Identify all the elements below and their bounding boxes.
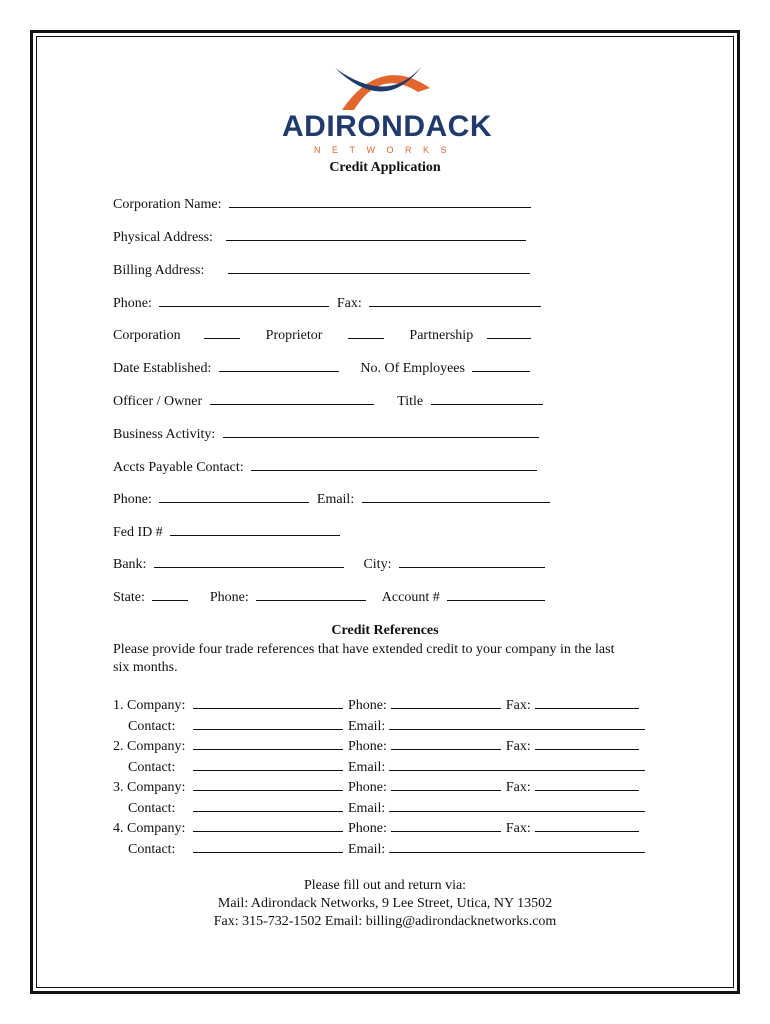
reference-phone-field[interactable]	[391, 737, 501, 750]
references-intro-line2: six months.	[113, 660, 178, 675]
phone3-field[interactable]	[256, 588, 366, 601]
partnership-label: Partnership	[409, 328, 474, 343]
officer-title-row	[113, 392, 543, 411]
reference-contact-label: Contact:	[128, 800, 176, 816]
reference-company-row	[113, 737, 639, 756]
reference-company-field[interactable]	[193, 819, 343, 832]
adirondack-logo-icon	[280, 58, 490, 158]
footer-line1: Please fill out and return via:	[303, 878, 467, 893]
reference-contact-row	[128, 799, 645, 818]
officer-owner-field[interactable]	[210, 392, 374, 405]
date-employees-row	[113, 359, 530, 378]
business-activity-row	[113, 425, 539, 444]
footer-line2: Mail: Adirondack Networks, 9 Lee Street, Utica, NY 13502	[217, 896, 553, 911]
reference-email-field[interactable]	[389, 758, 645, 771]
logo-tagline: NETWORKS	[313, 145, 458, 155]
corporation-name-label: Corporation Name:	[113, 197, 222, 212]
no-employees-label: No. Of Employees	[360, 361, 465, 376]
reference-company-field[interactable]	[193, 778, 343, 791]
email-label: Email:	[316, 492, 355, 507]
reference-contact-field[interactable]	[193, 799, 343, 812]
reference-fax-label: Fax:	[505, 739, 531, 754]
references-intro-line1: Please provide four trade references that have extended credit to your company in the last	[113, 642, 615, 657]
footer-line3: Fax: 315-732-1502 Email: billing@adirondacknetworks.com	[213, 914, 557, 929]
reference-fax-field[interactable]	[535, 778, 639, 791]
bank-field[interactable]	[154, 555, 344, 568]
reference-fax-field[interactable]	[535, 737, 639, 750]
title-label: Title	[397, 394, 424, 409]
billing-address-row	[113, 261, 530, 280]
business-activity-label: Business Activity:	[113, 427, 216, 442]
account-field[interactable]	[447, 588, 545, 601]
phone-email-row	[113, 490, 550, 509]
title-field[interactable]	[431, 392, 543, 405]
reference-company-label: 3. Company:	[113, 780, 186, 795]
reference-phone-field[interactable]	[391, 778, 501, 791]
corporation-name-field[interactable]	[229, 195, 531, 208]
reference-email-field[interactable]	[389, 840, 645, 853]
fax-field[interactable]	[369, 294, 541, 307]
reference-fax-label: Fax:	[505, 698, 531, 713]
corporation-name-row	[113, 195, 531, 214]
reference-fax-label: Fax:	[505, 821, 531, 836]
bank-label: Bank:	[113, 557, 147, 572]
date-established-label: Date Established:	[113, 361, 212, 376]
state-field[interactable]	[152, 588, 188, 601]
corporation-label: Corporation	[113, 328, 181, 343]
reference-contact-field[interactable]	[193, 717, 343, 730]
city-label: City:	[363, 557, 392, 572]
page-title: Credit Application	[329, 160, 441, 175]
reference-contact-row	[128, 758, 645, 777]
reference-phone-field[interactable]	[391, 696, 501, 709]
phone2-field[interactable]	[159, 490, 309, 503]
corporation-field[interactable]	[204, 326, 240, 339]
reference-contact-field[interactable]	[193, 758, 343, 771]
phone-label: Phone:	[113, 296, 152, 311]
reference-contact-label: Contact:	[128, 841, 176, 857]
reference-fax-field[interactable]	[535, 819, 639, 832]
reference-fax-label: Fax:	[505, 780, 531, 795]
reference-email-label: Email:	[348, 841, 386, 857]
bank-city-row	[113, 555, 545, 574]
officer-owner-label: Officer / Owner	[113, 394, 203, 409]
city-field[interactable]	[399, 555, 545, 568]
reference-email-label: Email:	[348, 759, 386, 775]
account-label: Account #	[381, 590, 440, 605]
logo-wordmark: ADIRONDACK	[282, 110, 492, 143]
reference-email-label: Email:	[348, 800, 386, 816]
reference-email-field[interactable]	[389, 717, 645, 730]
business-activity-field[interactable]	[223, 425, 539, 438]
state-phone-account-row	[113, 588, 545, 607]
accts-payable-field[interactable]	[251, 458, 537, 471]
billing-address-label: Billing Address:	[113, 263, 205, 278]
reference-phone-field[interactable]	[391, 819, 501, 832]
references-heading: Credit References	[331, 623, 439, 638]
no-employees-field[interactable]	[472, 359, 530, 372]
phone2-label: Phone:	[113, 492, 152, 507]
fed-id-row	[113, 523, 340, 542]
reference-company-label: 1. Company:	[113, 698, 186, 713]
business-type-row	[113, 326, 531, 345]
reference-email-field[interactable]	[389, 799, 645, 812]
reference-phone-label: Phone:	[348, 780, 387, 795]
fed-id-label: Fed ID #	[113, 525, 163, 540]
reference-company-field[interactable]	[193, 696, 343, 709]
date-established-field[interactable]	[219, 359, 339, 372]
reference-contact-field[interactable]	[193, 840, 343, 853]
reference-phone-label: Phone:	[348, 698, 387, 713]
physical-address-field[interactable]	[226, 228, 526, 241]
fed-id-field[interactable]	[170, 523, 340, 536]
reference-company-field[interactable]	[193, 737, 343, 750]
reference-contact-row	[128, 717, 645, 736]
phone-fax-row	[113, 294, 541, 313]
accts-payable-row	[113, 458, 537, 477]
state-label: State:	[113, 590, 145, 605]
reference-contact-row	[128, 840, 645, 859]
partnership-field[interactable]	[487, 326, 531, 339]
proprietor-field[interactable]	[348, 326, 384, 339]
reference-company-row	[113, 819, 639, 838]
billing-address-field[interactable]	[228, 261, 530, 274]
phone-field[interactable]	[159, 294, 329, 307]
reference-company-label: 2. Company:	[113, 739, 186, 754]
physical-address-row	[113, 228, 526, 247]
reference-phone-label: Phone:	[348, 739, 387, 754]
reference-company-row	[113, 696, 639, 715]
accts-payable-label: Accts Payable Contact:	[113, 460, 244, 475]
physical-address-label: Physical Address:	[113, 230, 213, 245]
reference-email-label: Email:	[348, 718, 386, 734]
reference-fax-field[interactable]	[535, 696, 639, 709]
reference-company-row	[113, 778, 639, 797]
reference-contact-label: Contact:	[128, 759, 176, 775]
email-field[interactable]	[362, 490, 550, 503]
phone3-label: Phone:	[209, 590, 249, 605]
reference-company-label: 4. Company:	[113, 821, 186, 836]
fax-label: Fax:	[336, 296, 362, 311]
reference-phone-label: Phone:	[348, 821, 387, 836]
reference-contact-label: Contact:	[128, 718, 176, 734]
proprietor-label: Proprietor	[265, 328, 323, 343]
